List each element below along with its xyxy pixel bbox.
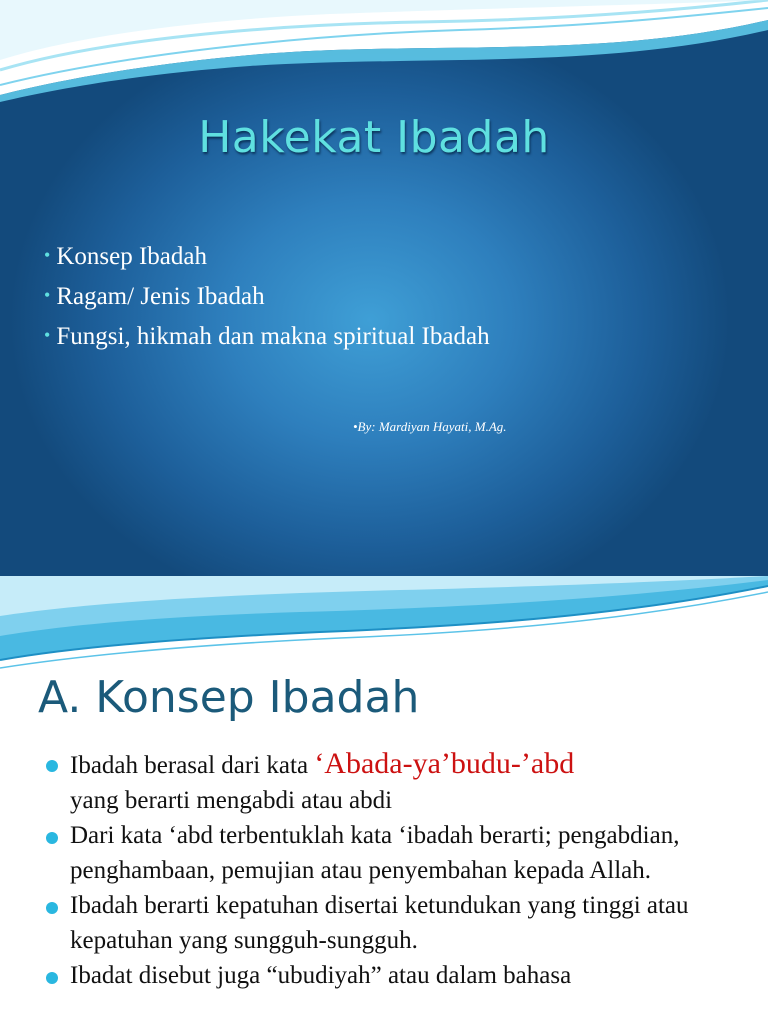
bullet-icon: [46, 972, 58, 984]
header-wave-decoration: [0, 576, 768, 676]
header-wave-decoration: [0, 0, 768, 110]
topic-list: [44, 240, 490, 360]
list-item: Ibadah berasal dari kata ‘Abada-ya’budu-’abd yang berarti mengabdi atau abdi: [46, 746, 746, 818]
list-item: • Ragam/ Jenis Ibadah: [44, 283, 265, 310]
list-item: Ibadat disebut juga “ubudiyah” atau dalam bahasa: [46, 958, 746, 993]
arabic-root-highlight: ‘Abada-ya’budu-’abd: [314, 747, 575, 780]
bullet-icon: [46, 832, 58, 844]
concept-list: [46, 746, 746, 993]
slide-title: Hakekat Ibadah: [198, 112, 550, 163]
list-item: Ibadah berarti kepatuhan disertai ketundukan yang tinggi atau kepatuhan yang sungguh-sungguh.: [46, 888, 746, 958]
list-item: • Fungsi, hikmah dan makna spiritual Ibadah: [44, 323, 490, 350]
bullet-icon: [46, 760, 58, 772]
slide-title: A. Konsep Ibadah: [38, 672, 420, 723]
list-item: Dari kata ‘abd terbentuklah kata ‘ibadah berarti; pengabdian, penghambaan, pemujian atau penyembahan kepada Allah.: [46, 818, 746, 888]
bullet-icon: [46, 902, 58, 914]
content-slide: [0, 576, 768, 1024]
bullet-icon: •: [44, 245, 51, 265]
list-item: • Konsep Ibadah: [44, 243, 207, 270]
author-byline: •By: Mardiyan Hayati, M.Ag.: [353, 419, 507, 434]
bullet-icon: •: [44, 285, 51, 305]
bullet-icon: •: [44, 325, 51, 345]
